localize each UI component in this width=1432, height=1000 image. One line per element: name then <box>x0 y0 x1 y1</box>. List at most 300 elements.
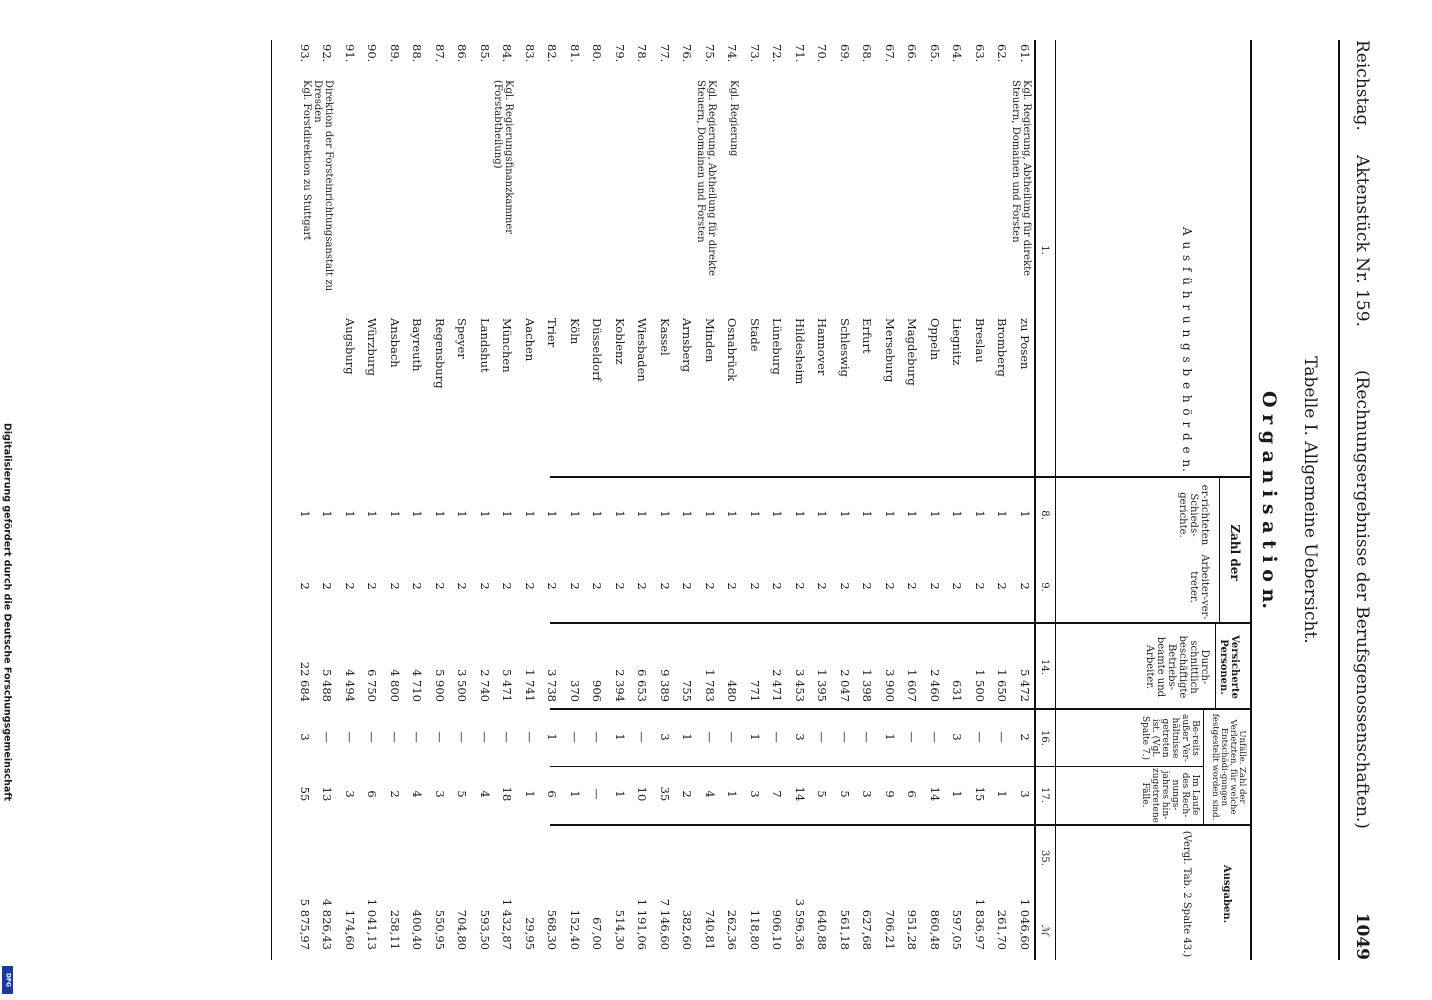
row-ausgaben: 1 191,06 <box>635 898 650 950</box>
row-number: 65. <box>928 44 942 63</box>
row-place: Wiesbaden <box>635 318 650 382</box>
row-fruehere: 3 <box>298 733 312 741</box>
row-neue: 9 <box>883 790 897 798</box>
row-vertreter: 2 <box>703 582 717 590</box>
row-ausgaben: 906,10 <box>770 909 785 950</box>
unfaelle-head: Unfälle. Zahl der Verletzten, für welche Entschädi-gungen festgestellt worden sind. <box>1210 713 1247 821</box>
row-arbeiter: 5 488 <box>320 669 335 702</box>
row-neue: 1 <box>725 790 740 798</box>
row-ausgaben: 261,70 <box>995 909 1010 950</box>
row-arbeiter: 2 394 <box>613 669 627 702</box>
row-number: 61. <box>1018 44 1032 63</box>
row-ausgaben: 561,18 <box>838 909 852 950</box>
table-row <box>695 0 717 1000</box>
row-neue: 3 <box>860 790 875 798</box>
row-vertreter: 2 <box>410 582 425 590</box>
row-gerichte: 1 <box>365 510 380 518</box>
table-row <box>470 0 492 1000</box>
row-vertreter: 2 <box>613 582 627 590</box>
row-authority <box>965 80 987 310</box>
row-fruehere: 1 <box>545 733 560 741</box>
row-arbeiter: 906 <box>590 680 605 702</box>
row-authority <box>425 80 447 310</box>
row-vertreter: 2 <box>478 582 492 590</box>
col-gerichte-no: 8. <box>1039 510 1050 520</box>
row-fruehere: — <box>973 731 987 743</box>
row-neue: 1 <box>950 790 965 798</box>
row-vertreter: 2 <box>748 582 762 590</box>
table-row <box>493 0 515 1000</box>
row-fruehere: — <box>500 731 515 743</box>
row-authority <box>673 80 695 310</box>
row-authority <box>920 80 942 310</box>
row-authority <box>785 80 807 310</box>
row-neue: 4 <box>410 790 425 798</box>
row-vertreter: 2 <box>905 582 920 590</box>
row-authority: Kgl. Forstdirektion zu Stuttgart <box>301 80 312 241</box>
row-place: Regensburg <box>433 318 447 389</box>
table-row <box>853 0 875 1000</box>
row-arbeiter: 370 <box>568 680 582 702</box>
row-authority: Kgl. Regierung, Abtheilung für direkte Steuern, Domainen und Forsten <box>1010 80 1032 277</box>
row-neue: 5 <box>815 790 830 798</box>
row-fruehere: — <box>815 731 830 743</box>
row-arbeiter: 1 650 <box>995 669 1010 702</box>
row-neue: 5 <box>455 790 470 798</box>
row-authority <box>650 80 672 310</box>
table-title: Tabelle I. Allgemeine Uebersicht. <box>1300 356 1320 644</box>
row-neue: 35 <box>658 786 672 802</box>
row-fruehere: — <box>343 731 357 743</box>
row-place: Oppeln <box>928 318 942 361</box>
table-top-rule <box>1250 40 1252 960</box>
table-row <box>380 0 402 1000</box>
col-authority-head: A u s f ü h r u n g s b e h ö r d e n. <box>1180 227 1194 473</box>
row-vertreter: 2 <box>793 582 807 590</box>
table-row <box>763 0 785 1000</box>
row-gerichte: 1 <box>950 510 965 518</box>
row-number: 90. <box>365 44 380 63</box>
row-arbeiter: 5 900 <box>433 669 447 702</box>
row-ausgaben: 5 875,97 <box>298 898 312 950</box>
row-fruehere: 1 <box>680 733 695 741</box>
row-vertreter: 2 <box>388 582 402 590</box>
row-gerichte: 1 <box>590 510 605 518</box>
row-place: Aachen <box>523 318 537 362</box>
row-authority <box>515 80 537 310</box>
row-neue: 1 <box>995 790 1010 798</box>
row-authority <box>335 80 357 310</box>
table-row <box>943 0 965 1000</box>
row-authority <box>628 80 650 310</box>
row-vertreter: 2 <box>928 582 942 590</box>
row-ausgaben: 29,95 <box>523 917 537 950</box>
table-row <box>335 0 357 1000</box>
row-ausgaben: 174,60 <box>343 909 357 950</box>
row-neue: 3 <box>343 790 357 798</box>
row-number: 88. <box>410 44 425 63</box>
row-authority <box>943 80 965 310</box>
col-vertreter-head: Arbeiter-ver-treter. <box>1188 554 1210 620</box>
row-number: 69. <box>838 44 852 63</box>
col-arbeiter-no: 14. <box>1039 659 1050 675</box>
header-left: Reichstag. <box>1352 40 1372 131</box>
table-row <box>628 0 650 1000</box>
row-vertreter: 2 <box>635 582 650 590</box>
row-vertreter: 2 <box>883 582 897 590</box>
row-fruehere: — <box>995 731 1010 743</box>
table-row <box>358 0 380 1000</box>
table-row <box>448 0 470 1000</box>
table-row <box>875 0 897 1000</box>
row-vertreter: 2 <box>973 582 987 590</box>
row-fruehere: — <box>388 731 402 743</box>
row-gerichte: 1 <box>410 510 425 518</box>
table-row <box>920 0 942 1000</box>
row-vertreter: 2 <box>343 582 357 590</box>
row-vertreter: 2 <box>298 582 312 590</box>
row-authority <box>830 80 852 310</box>
row-vertreter: 2 <box>658 582 672 590</box>
row-arbeiter: 1 783 <box>703 669 717 702</box>
row-gerichte: 1 <box>815 510 830 518</box>
row-arbeiter: 480 <box>725 680 740 702</box>
row-arbeiter: 2 460 <box>928 669 942 702</box>
row-gerichte: 1 <box>455 510 470 518</box>
row-neue: 2 <box>388 790 402 798</box>
row-number: 79. <box>613 44 627 63</box>
row-authority <box>358 80 380 310</box>
row-place: Magdeburg <box>905 318 920 386</box>
zahl-rule <box>1219 478 1220 623</box>
row-vertreter: 2 <box>725 582 740 590</box>
row-gerichte: 1 <box>1018 510 1032 518</box>
row-number: 91. <box>343 44 357 63</box>
row-vertreter: 2 <box>455 582 470 590</box>
row-fruehere: 1 <box>748 733 762 741</box>
row-vertreter: 2 <box>680 582 695 590</box>
row-gerichte: 1 <box>478 510 492 518</box>
row-fruehere: 3 <box>950 733 965 741</box>
row-number: 87. <box>433 44 447 63</box>
row-gerichte: 1 <box>545 510 560 518</box>
row-authority <box>853 80 875 310</box>
row-place: Hildesheim <box>793 318 807 385</box>
row-gerichte: 1 <box>995 510 1010 518</box>
row-authority <box>875 80 897 310</box>
row-vertreter: 2 <box>590 582 605 590</box>
row-neue: 5 <box>838 790 852 798</box>
row-place: Erfurt <box>860 318 875 354</box>
row-authority <box>380 80 402 310</box>
row-authority <box>403 80 425 310</box>
header-rule <box>1338 40 1340 960</box>
table-row <box>538 0 560 1000</box>
table-row <box>290 0 312 1000</box>
row-number: 92. <box>320 44 335 63</box>
row-fruehere: — <box>635 731 650 743</box>
row-place: Hannover <box>815 318 830 376</box>
row-fruehere: — <box>455 731 470 743</box>
row-authority <box>560 80 582 310</box>
row-vertreter: 2 <box>365 582 380 590</box>
row-authority <box>988 80 1010 310</box>
row-neue: 14 <box>793 786 807 802</box>
row-neue: 14 <box>928 786 942 802</box>
row-place: Bayreuth <box>410 318 425 372</box>
row-authority <box>448 80 470 310</box>
row-gerichte: 1 <box>883 510 897 518</box>
row-number: 66. <box>905 44 920 63</box>
row-number: 78. <box>635 44 650 63</box>
colnum-rule-top <box>1055 40 1056 960</box>
row-fruehere: — <box>860 731 875 743</box>
header-middle: Aktenstück Nr. 159. <box>1352 155 1372 327</box>
row-authority <box>605 80 627 310</box>
row-neue: 6 <box>545 790 560 798</box>
row-vertreter: 2 <box>770 582 785 590</box>
row-gerichte: 1 <box>523 510 537 518</box>
row-number: 81. <box>568 44 582 63</box>
row-neue: 1 <box>568 790 582 798</box>
row-ausgaben: 1 046,60 <box>1018 898 1032 950</box>
row-number: 86. <box>455 44 470 63</box>
row-ausgaben: 597,05 <box>950 909 965 950</box>
row-place: Düsseldorf <box>590 318 605 381</box>
col-fruehere-head: Be-reits außer Ver-hältnisse getreten ist. (Vgl. Spalte 7.) <box>1140 713 1200 762</box>
row-fruehere: — <box>433 731 447 743</box>
row-vertreter: 2 <box>523 582 537 590</box>
page-number: 1049 <box>1352 912 1372 960</box>
row-neue: 55 <box>298 786 312 802</box>
row-authority: Kgl. Regierung <box>728 80 740 157</box>
row-place: Köln <box>568 318 582 345</box>
row-fruehere: 2 <box>1018 733 1032 741</box>
row-gerichte: 1 <box>500 510 515 518</box>
row-arbeiter: 1 741 <box>523 669 537 702</box>
row-authority <box>470 80 492 310</box>
row-place: Koblenz <box>613 318 627 365</box>
row-place: Bromberg <box>995 318 1010 377</box>
table-row <box>605 0 627 1000</box>
row-ausgaben: 3 596,36 <box>793 898 807 950</box>
row-arbeiter: 5 472 <box>1018 669 1032 702</box>
row-number: 71. <box>793 44 807 63</box>
row-neue: 6 <box>365 790 380 798</box>
row-ausgaben: 514,30 <box>613 909 627 950</box>
row-vertreter: 2 <box>1018 582 1032 590</box>
row-fruehere: 1 <box>613 733 627 741</box>
row-ausgaben: 740,81 <box>703 909 717 950</box>
row-ausgaben: 1 041,13 <box>365 898 380 950</box>
row-arbeiter: 9 389 <box>658 669 672 702</box>
row-fruehere: — <box>590 731 605 743</box>
row-place: Arnsberg <box>680 318 695 373</box>
row-ausgaben: 1 432,87 <box>500 898 515 950</box>
row-gerichte: 1 <box>860 510 875 518</box>
row-arbeiter: 2 740 <box>478 669 492 702</box>
row-place: zu Posen <box>1018 318 1032 370</box>
row-arbeiter: 3 738 <box>545 669 560 702</box>
row-authority <box>763 80 785 310</box>
row-number: 68. <box>860 44 875 63</box>
row-gerichte: 1 <box>703 510 717 518</box>
row-arbeiter: 6 653 <box>635 669 650 702</box>
row-place: München <box>500 318 515 373</box>
row-place: Minden <box>703 318 717 363</box>
row-place: Ansbach <box>388 318 402 368</box>
row-place: Landshut <box>478 318 492 373</box>
row-ausgaben: 1 836,97 <box>973 898 987 950</box>
row-place: Würzburg <box>365 318 380 376</box>
row-authority: Kgl. Regierungsfinanzkammer (Forstabtheilung) <box>492 80 515 235</box>
col-neue-no: 17. <box>1039 787 1050 803</box>
table-row <box>965 0 987 1000</box>
unfaelle-rule <box>1203 710 1204 824</box>
row-number: 62. <box>995 44 1010 63</box>
table-row <box>583 0 605 1000</box>
row-fruehere: — <box>838 731 852 743</box>
row-ausgaben: 860,48 <box>928 909 942 950</box>
row-place: Osnabrück <box>725 318 740 382</box>
row-arbeiter: 6 750 <box>365 669 380 702</box>
row-neue: 6 <box>905 790 920 798</box>
row-neue: 3 <box>1018 790 1032 798</box>
dfg-logo-text: DFG <box>4 972 11 988</box>
row-authority <box>898 80 920 310</box>
table-row <box>988 0 1010 1000</box>
row-ausgaben: 152,40 <box>568 909 582 950</box>
row-arbeiter: 4 494 <box>343 669 357 702</box>
col-ausgaben-unit: ℳ <box>1039 924 1050 936</box>
row-arbeiter: 771 <box>748 680 762 702</box>
col-authority-no: 1. <box>1039 245 1050 255</box>
row-number: 70. <box>815 44 830 63</box>
row-authority <box>538 80 560 310</box>
col-ausgaben-no: 35. <box>1039 850 1050 866</box>
row-number: 64. <box>950 44 965 63</box>
row-number: 76. <box>680 44 695 63</box>
table-row <box>1010 0 1032 1000</box>
row-vertreter: 2 <box>545 582 560 590</box>
row-ausgaben: 706,21 <box>883 909 897 950</box>
colnum-rule-bottom <box>1034 40 1036 960</box>
row-ausgaben: 7 146,60 <box>658 898 672 950</box>
section-title: O r g a n i s a t i o n. <box>1258 390 1280 610</box>
row-fruehere: — <box>410 731 425 743</box>
row-gerichte: 1 <box>433 510 447 518</box>
row-place: Trier <box>545 318 560 348</box>
row-arbeiter: 1 398 <box>860 669 875 702</box>
row-neue: 1 <box>523 790 537 798</box>
row-neue: 10 <box>635 786 650 802</box>
row-number: 73. <box>748 44 762 63</box>
table-row <box>560 0 582 1000</box>
row-number: 77. <box>658 44 672 63</box>
row-arbeiter: 1 500 <box>973 669 987 702</box>
row-arbeiter: 3 500 <box>455 669 470 702</box>
row-ausgaben: 4 826,43 <box>320 898 335 950</box>
row-gerichte: 1 <box>928 510 942 518</box>
zahl-der-head: Zahl der <box>1228 524 1242 581</box>
row-gerichte: 1 <box>905 510 920 518</box>
row-ausgaben: 262,36 <box>725 909 740 950</box>
col-vertreter-no: 9. <box>1039 582 1050 592</box>
row-authority: Direktion der Forsteinrichtungsanstalt zu Dresden <box>312 80 335 292</box>
row-place: Augsburg <box>343 318 357 375</box>
row-ausgaben: 550,95 <box>433 909 447 950</box>
row-arbeiter: 2 047 <box>838 669 852 702</box>
row-fruehere: — <box>478 731 492 743</box>
row-ausgaben: 640,88 <box>815 909 830 950</box>
row-number: 72. <box>770 44 785 63</box>
row-neue: 2 <box>680 790 695 798</box>
row-arbeiter: 4 800 <box>388 669 402 702</box>
row-fruehere: — <box>703 731 717 743</box>
digitization-note-text: Digitalisierung gefördert durch die Deutsche Forschungsgemeinschaft <box>1 423 13 801</box>
table-row <box>740 0 762 1000</box>
col-ausgaben-head: (Vergl. Tab. 2 Spalte 43.) <box>1181 830 1192 958</box>
table-row <box>403 0 425 1000</box>
col-arbeiter-head: Durch-schnittlich beschäftigte Betriebs-beamte und Arbeiter. <box>1144 635 1210 699</box>
row-gerichte: 1 <box>320 510 335 518</box>
table-row <box>898 0 920 1000</box>
row-ausgaben: 704,80 <box>455 909 470 950</box>
col-gerichte-head: er-richteten Schieds-gerichte. <box>1177 484 1210 546</box>
table-row <box>425 0 447 1000</box>
row-arbeiter: 3 900 <box>883 669 897 702</box>
row-fruehere: — <box>928 731 942 743</box>
row-ausgaben: 951,28 <box>905 909 920 950</box>
row-gerichte: 1 <box>658 510 672 518</box>
row-neue: 4 <box>478 790 492 798</box>
table-row <box>650 0 672 1000</box>
row-vertreter: 2 <box>860 582 875 590</box>
row-fruehere: 3 <box>793 733 807 741</box>
row-vertreter: 2 <box>995 582 1010 590</box>
row-fruehere: — <box>770 731 785 743</box>
col-neue-head: Im Laufe des Rech-nungs-jahres hin-zugetretene Fälle. <box>1140 768 1200 823</box>
row-gerichte: 1 <box>680 510 695 518</box>
row-neue: 15 <box>973 786 987 802</box>
table-row <box>313 0 335 1000</box>
versicherte-rule <box>1215 624 1216 708</box>
versicherte-head: Versicherte Personen. <box>1218 635 1240 699</box>
row-ausgaben: 118,80 <box>748 909 762 950</box>
row-fruehere: — <box>568 731 582 743</box>
row-arbeiter: 631 <box>950 680 965 702</box>
row-authority <box>583 80 605 310</box>
row-arbeiter: 1 395 <box>815 669 830 702</box>
row-gerichte: 1 <box>793 510 807 518</box>
row-neue: 13 <box>320 786 335 802</box>
row-place: Speyer <box>455 318 470 359</box>
row-gerichte: 1 <box>388 510 402 518</box>
row-ausgaben: 627,68 <box>860 909 875 950</box>
row-gerichte: 1 <box>568 510 582 518</box>
row-number: 89. <box>388 44 402 63</box>
header-paren: (Rechnungsergebnisse der Berufsgenossenschaften.) <box>1352 370 1372 829</box>
row-number: 67. <box>883 44 897 63</box>
table-row <box>718 0 740 1000</box>
row-number: 85. <box>478 44 492 63</box>
row-number: 63. <box>973 44 987 63</box>
row-arbeiter: 5 471 <box>500 669 515 702</box>
row-gerichte: 1 <box>343 510 357 518</box>
row-vertreter: 2 <box>433 582 447 590</box>
row-ausgaben: 382,60 <box>680 909 695 950</box>
row-number: 84. <box>500 44 515 63</box>
